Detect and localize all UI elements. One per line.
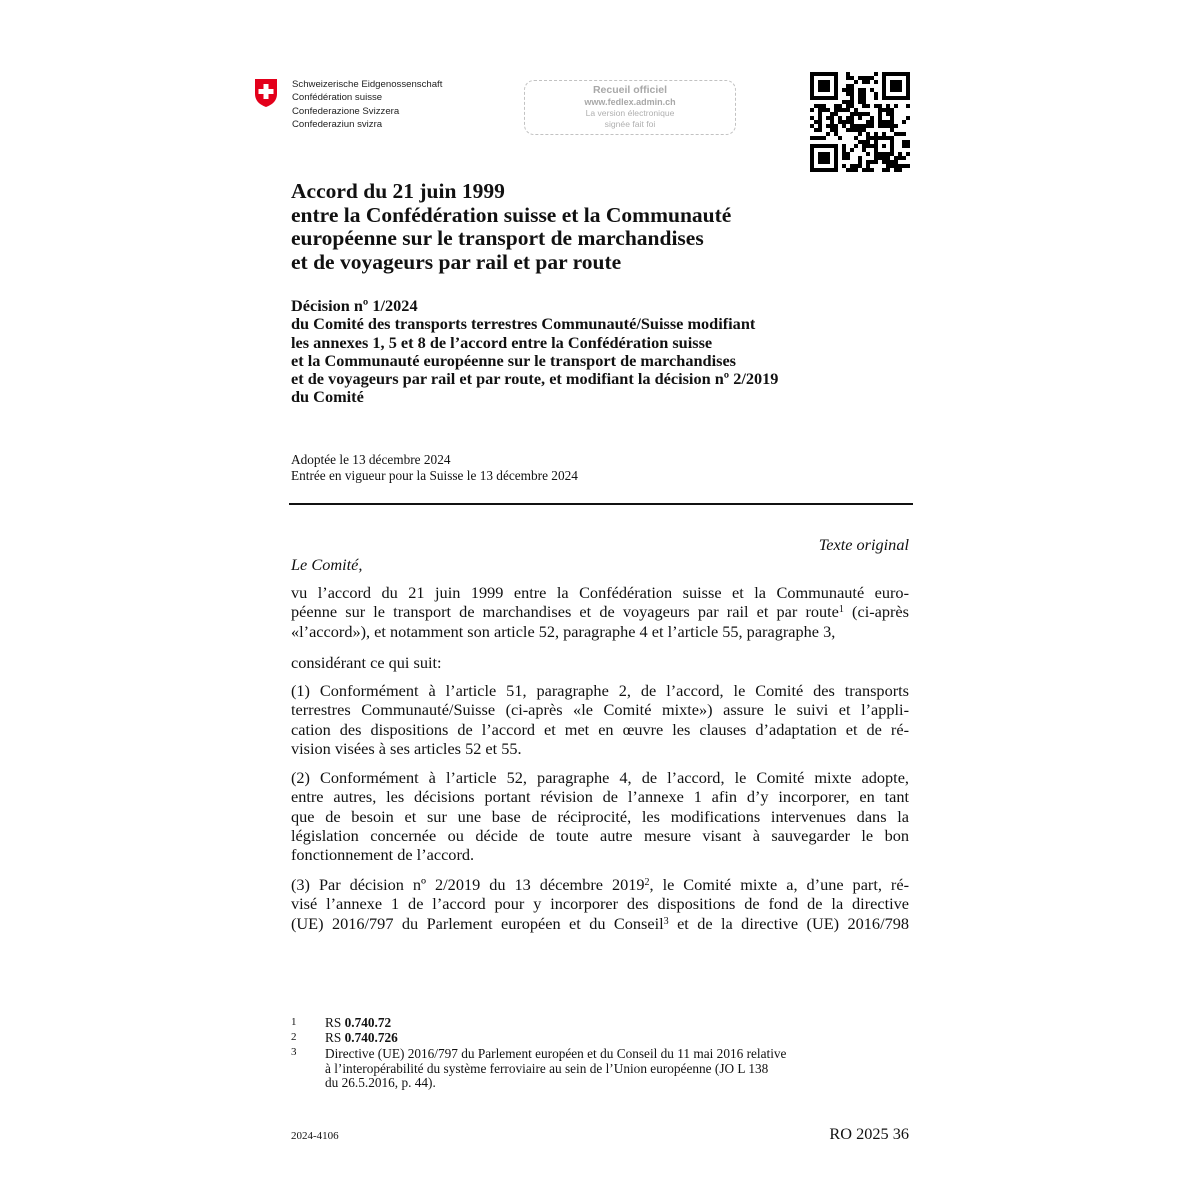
confederation-names bbox=[292, 78, 442, 131]
paragraph-line: que de besoin et sur une base de réciprocité, les modifications intervenues dans la bbox=[291, 806, 909, 826]
footnote-line: du 26.5.2016, p. 44). bbox=[325, 1075, 436, 1090]
footnote-number: 1 bbox=[291, 1016, 297, 1028]
decision-title-line: Décision nº 1/2024 bbox=[291, 296, 418, 315]
paragraph-considering bbox=[291, 653, 909, 672]
footnote-1 bbox=[325, 1016, 391, 1031]
paragraph-line bbox=[291, 914, 909, 933]
footnote-number: 3 bbox=[291, 1046, 297, 1058]
decision-title-line: les annexes 1, 5 et 8 de l’accord entre la Confédération suisse bbox=[291, 332, 713, 352]
adopted-date: Adoptée le 13 décembre 2024 bbox=[291, 452, 451, 467]
paragraph-line: vu l’accord du 21 juin 1999 entre la Confédération suisse et la Communauté euro- bbox=[291, 583, 909, 602]
stamp-title: Recueil officiel bbox=[592, 84, 668, 96]
footnote-line: Directive (UE) 2016/797 du Parlement européen et du Conseil du 11 mai 2016 relative bbox=[325, 1046, 787, 1061]
paragraph-line: considérant ce qui suit: bbox=[291, 653, 442, 672]
document-number: 2024-4106 bbox=[291, 1130, 339, 1142]
agreement-title-line: européenne sur le transport de marchandises bbox=[291, 226, 704, 250]
ro-reference: RO 2025 36 bbox=[829, 1124, 909, 1143]
stamp-url[interactable]: www.fedlex.admin.ch bbox=[584, 97, 676, 107]
confederation-name-it: Confederazione Svizzera bbox=[292, 105, 400, 117]
footnote-sr-reference[interactable]: 0.740.726 bbox=[344, 1030, 398, 1045]
line-text: et de la directive (UE) 2016/798 bbox=[668, 913, 910, 933]
agreement-title-line: et de voyageurs par rail et par route bbox=[291, 249, 622, 274]
adoption-dates bbox=[291, 452, 578, 483]
footnote-ref-1[interactable]: 1 bbox=[838, 604, 844, 616]
paragraph-line: législation concernée ou décide de toute autre mesure visant à sauvegarder le bon bbox=[291, 825, 909, 845]
qr-code-icon bbox=[810, 72, 910, 172]
official-collection-stamp bbox=[524, 80, 736, 135]
paragraph-considering-agreement bbox=[291, 583, 909, 641]
decision-title-line: du Comité bbox=[291, 387, 364, 407]
paragraph-line: (1) Conformément à l’article 51, paragraphe 2, de l’accord, le Comité des transports bbox=[291, 681, 909, 700]
in-force-date: Entrée en vigueur pour la Suisse le 13 décembre 2024 bbox=[291, 467, 578, 483]
paragraph-line: fonctionnement de l’accord. bbox=[291, 845, 475, 865]
paragraph-line bbox=[291, 602, 909, 621]
confederation-name-fr: Confédération suisse bbox=[292, 92, 383, 104]
committee-heading: Le Comité, bbox=[291, 555, 363, 574]
agreement-title-line: Accord du 21 juin 1999 bbox=[291, 179, 505, 203]
paragraph-line bbox=[291, 875, 909, 894]
footnote-line: à l’interopérabilité du système ferroviaire au sein de l’Union européenne (JO L 138 bbox=[325, 1060, 769, 1076]
stamp-note-line1: La version électronique bbox=[585, 108, 675, 118]
paragraph-line: «l’accord»), et notamment son article 52, paragraphe 4 et l’article 55, paragraphe 3, bbox=[291, 621, 836, 641]
confederation-name-de: Schweizerische Eidgenossenschaft bbox=[292, 79, 443, 90]
decision-title-line: et de voyageurs par rail et par route, et modifiant la décision nº 2/2019 bbox=[291, 369, 779, 389]
paragraph-line: vision visées à ses articles 52 et 55. bbox=[291, 738, 522, 758]
agreement-title bbox=[291, 180, 731, 274]
paragraph-line: entre autres, les décisions portant révision de l’annexe 1 afin d’y incorporer, en tant bbox=[291, 787, 909, 807]
footnote-number: 2 bbox=[291, 1031, 297, 1043]
stamp-note-line2: signée fait foi bbox=[604, 119, 656, 129]
decision-title-line: du Comité des transports terrestres Communauté/Suisse modifiant bbox=[291, 314, 756, 334]
footnote-sr-reference[interactable]: 0.740.72 bbox=[344, 1015, 392, 1030]
decision-title bbox=[291, 297, 778, 407]
header-divider bbox=[289, 503, 913, 505]
agreement-title-line: entre la Confédération suisse et la Communauté bbox=[291, 202, 732, 227]
footnote-3 bbox=[325, 1047, 786, 1091]
footnote-ref-2[interactable]: 2 bbox=[644, 877, 650, 888]
paragraph-line: (2) Conformément à l’article 52, paragraphe 4, de l’accord, le Comité mixte adopte, bbox=[291, 768, 909, 787]
line-text: péenne sur le transport de marchandises et de voyageurs par rail et par route bbox=[291, 602, 839, 622]
line-text: (ci-après bbox=[843, 602, 909, 622]
line-text: , le Comité mixte a, d’une part, ré- bbox=[649, 875, 909, 894]
recital-1 bbox=[291, 681, 909, 758]
footnote-ref-3[interactable]: 3 bbox=[663, 915, 669, 927]
footnote-prefix: RS bbox=[325, 1030, 345, 1045]
paragraph-line: visé l’annexe 1 de l’accord pour y incorporer des dispositions de fond de la directive bbox=[291, 894, 909, 914]
confederation-name-rm: Confederaziun svizra bbox=[292, 118, 383, 130]
line-text: (UE) 2016/797 du Parlement européen et du Conseil bbox=[291, 913, 664, 933]
recital-3 bbox=[291, 875, 909, 933]
recital-2 bbox=[291, 768, 909, 864]
decision-title-line: et la Communauté européenne sur le transport de marchandises bbox=[291, 350, 737, 370]
paragraph-line: cation des dispositions de l’accord et met en œuvre les clauses d’adaptation et de ré- bbox=[291, 719, 909, 739]
line-text: (3) Par décision nº 2/2019 du 13 décembre 2019 bbox=[291, 875, 645, 894]
original-text-note: Texte original bbox=[818, 535, 909, 554]
swiss-coat-of-arms-icon bbox=[254, 78, 278, 108]
footnote-prefix: RS bbox=[325, 1015, 345, 1030]
paragraph-line: terrestres Communauté/Suisse (ci-après «le Comité mixte») assure le suivi et l’appli- bbox=[291, 700, 909, 720]
footnote-2 bbox=[325, 1031, 398, 1046]
